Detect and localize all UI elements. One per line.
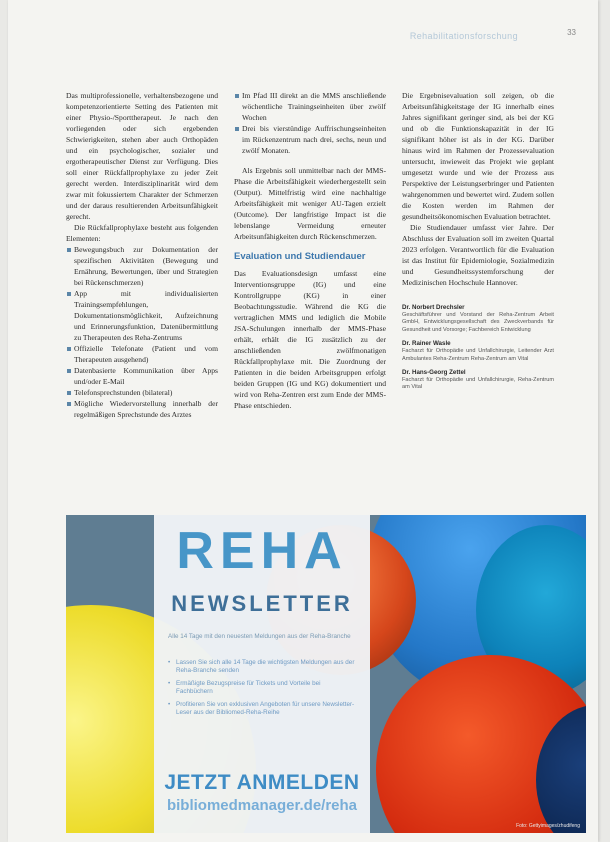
- author-role: Facharzt für Orthopädie und Unfallchirurgie, Leitender Arzt Ambulantes Reha-Zentrum Reha-Zentrum am Vital: [402, 348, 554, 362]
- photo-credit: Foto: Gettyimages/zhudifeng: [516, 823, 580, 829]
- author-entry: [402, 304, 554, 334]
- author-role: Geschäftsführer und Vorstand der Reha-Zentrum Arbeit GmbH, Entwicklungsgesellschaft des Zweckverbands für Gesundheit und Vorsorge; Fachbereich Entwicklung: [402, 312, 554, 333]
- list-item: App mit individualisierten Trainingsempfehlungen, Dokumentationsmöglichkeit, Aufzeichnung und Erinnerungsfunktion, Datenübermittlung zu Therapeuten des Reha-Zentrums: [66, 288, 218, 343]
- magazine-page: [8, 0, 598, 842]
- list-item: Mögliche Wiedervorstellung innerhalb der regelmäßigen Sprechstunde des Arztes: [66, 398, 218, 420]
- signup-cta[interactable]: JETZT ANMELDEN: [164, 771, 360, 794]
- author-name: Dr. Hans-Georg Zettel: [402, 369, 466, 377]
- ad-title: REHA: [176, 522, 348, 580]
- paragraph: Die Rückfallprophylaxe besteht aus folgenden Elementen:: [66, 223, 218, 243]
- newsletter-advertisement[interactable]: [66, 515, 586, 833]
- list-item: Im Pfad III direkt an die MMS anschließende wöchentliche Trainingseinheiten über zwölf Wochen: [234, 90, 386, 123]
- paragraph: Das multiprofessionelle, verhaltensbezogene und kompetenzorientierte Setting des Patienten mit einer Physio-/Sporttherapeut. Je nach den vorliegenden oder sich ergebenden Schwierigkeiten, stehen aber auch Orthopäden und ein psychologischer, sozialer und ergotherapeutischer Dienst zur Verfügung. Dies soll einer Rückfallprophylaxe zu jeder Zeit gerecht werden. Interdisziplinarität wird dem zwar mit fokussiertem Charakter der Schmerzen und der daraus resultierenden Arbeitsunfähigkeit gerecht.: [66, 91, 218, 221]
- text-column-3: [402, 90, 554, 398]
- running-head: Rehabilitationsforschung: [409, 31, 518, 41]
- list-item: Drei bis vierstündige Auffrischungseinheiten im Rückenzentrum nach drei, sechs, neun und zwölf Monaten.: [234, 123, 386, 156]
- author-name: Dr. Rainer Wasle: [402, 340, 451, 348]
- bullet-list: [234, 90, 386, 156]
- text-column-1: [66, 90, 218, 420]
- section-heading: Evaluation und Studiendauer: [234, 251, 366, 262]
- paragraph: Als Ergebnis soll unmittelbar nach der MMS-Phase die Arbeitsfähigkeit wiederhergestellt sein (Output). Mittelfristig wird eine nachhaltige Arbeitsfähigkeit mit weniger AU-Tagen erzielt (Outcome). Der langfristige Impact ist die lebenslange Vermeidung erneuter Arbeitsunfähigkeiten durch Rückenschmerzen.: [234, 166, 386, 241]
- list-item: • Ermäßigte Bezugspreise für Tickets und Vorteile bei Fachbüchern: [168, 680, 358, 696]
- list-item: Bewegungsbuch zur Dokumentation der spezifischen Aktivitäten (Bewegung und Ernährung, Bewertungen, über und Strategien bei Rückenschmerzen): [66, 244, 218, 288]
- author-name: Dr. Norbert Drechsler: [402, 304, 465, 311]
- author-entry: [402, 340, 554, 363]
- author-role: Facharzt für Orthopädie und Unfallchirurgie, Reha-Zentrum am Vital: [402, 377, 554, 391]
- author-entry: [402, 369, 554, 392]
- list-item: Telefonsprechstunden (bilateral): [66, 387, 218, 398]
- list-item: Datenbasierte Kommunikation über Apps und/oder E-Mail: [66, 365, 218, 387]
- paragraph: Die Studiendauer umfasst vier Jahre. Der Abschluss der Evaluation soll im zweiten Quartal 2023 erfolgen. Verantwortlich für die Evaluation ist das Institut für Epidemiologie, Sozialmedizin und Gesundheitssystemforschung der Medizinischen Hochschule Hannover.: [402, 223, 554, 287]
- ad-subtitle: NEWSLETTER: [171, 591, 353, 616]
- list-item: Offizielle Telefonate (Patient und vom Therapeuten ausgehend): [66, 343, 218, 365]
- ad-benefits-list: [168, 659, 358, 722]
- author-block: [402, 304, 554, 392]
- list-item: • Lassen Sie sich alle 14 Tage die wichtigsten Meldungen aus der Reha-Branche senden: [168, 659, 358, 675]
- signup-url-link[interactable]: bibliomedmanager.de/reha: [166, 797, 358, 814]
- bullet-list: [66, 244, 218, 420]
- ad-intro: Alle 14 Tage mit den neuesten Meldungen aus der Reha-Branche: [168, 633, 351, 640]
- text-column-2: [234, 90, 386, 411]
- paragraph: Das Evaluationsdesign umfasst eine Interventionsgruppe (IG) und eine Kontrollgruppe (KG) in einer Beobachtungsstudie. Während die KG die vertraglichen MMS und lediglich die Mobile JSA-Schulungen innerhalb der MMS-Phase erhält, erhält die IG zusätzlich zu der anschließenden zwölfmonatigen Rückfallprophylaxe mit. Die Zuordnung der Patienten in die beiden Arbeitsgruppen erfolgt beiden Gruppen (IG und KG) dokumentiert und wird von Reha-Zentren erst zum Ende der MMS-Phase entschieden.: [234, 269, 386, 410]
- page-number: 33: [567, 28, 576, 37]
- list-item: • Profitieren Sie von exklusiven Angeboten für unsere Newsletter-Leser aus der Bibliomed-Reha-Reihe: [168, 701, 358, 717]
- paragraph: Die Ergebnisevaluation soll zeigen, ob die Arbeitsunfähigkeitstage der IG innerhalb eines Jahres signifikant geringer sind, als bei der KG und ob die Funktionskapazität in der IG signifikant höher ist als in der KG. Darüber hinaus wird im Rahmen der Prozessevaluation untersucht, inwieweit das Projekt wie geplant umgesetzt wurde und wie der Prozess aus Perspektive der Leistungserbringer und Patienten wahrgenommen und bewertet wird. Zudem sollen die Kosten werden im Rahmen der gesundheitsökonomischen Evaluation betrachtet.: [402, 91, 554, 221]
- ad-text-panel: [154, 515, 370, 833]
